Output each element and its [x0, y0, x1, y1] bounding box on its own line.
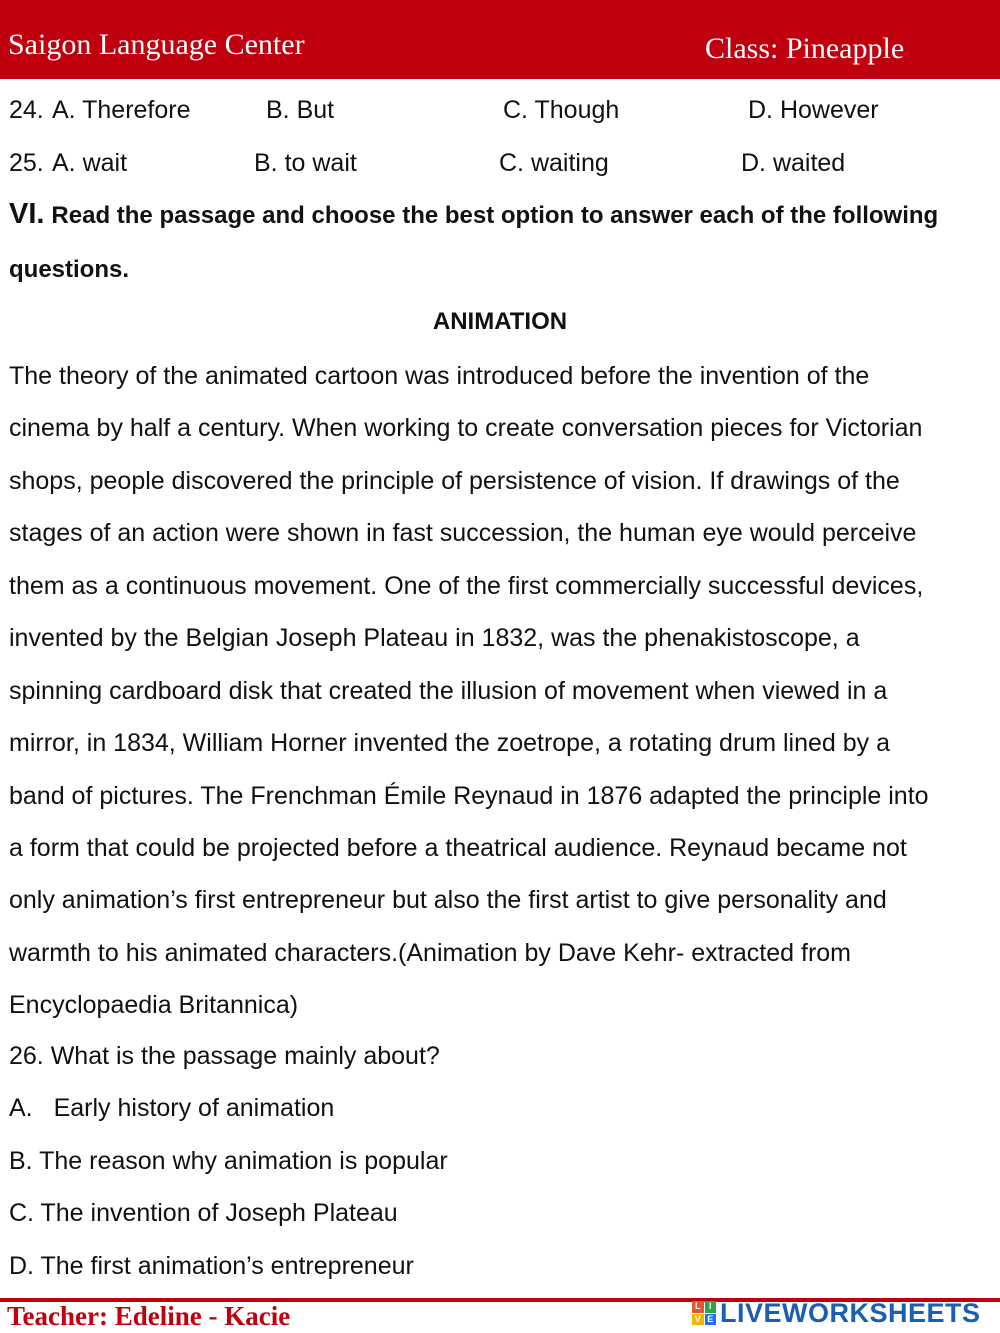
page-header [0, 0, 1000, 79]
question-number: 25. [9, 149, 44, 177]
passage-line: warmth to his animated characters.(Animation by Dave Kehr- extracted from [9, 938, 852, 967]
passage-line: band of pictures. The Frenchman Émile Reynaud in 1876 adapted the principle into [9, 781, 929, 810]
passage-line: Encyclopaedia Britannica) [9, 991, 299, 1020]
instruction-line-1: Read the passage and choose the best option to answer each of the following [51, 202, 939, 229]
option-a: A. Therefore [52, 96, 191, 124]
option-b: B. to wait [254, 149, 357, 177]
question-26-option-c[interactable]: C. The invention of Joseph Plateau [9, 1199, 398, 1227]
logo-mark-letter: L [692, 1301, 704, 1313]
teacher-name: Teacher: Edeline - Kacie [7, 1301, 291, 1331]
question-26-stem: 26. What is the passage mainly about? [9, 1042, 440, 1070]
passage-line: spinning cardboard disk that created the illusion of movement when viewed in a [9, 676, 888, 705]
passage-line: invented by the Belgian Joseph Plateau in 1832, was the phenakistoscope, a [9, 624, 860, 653]
passage-line: a form that could be projected before a theatrical audience. Reynaud became not [9, 833, 907, 862]
question-26-option-b[interactable]: B. The reason why animation is popular [9, 1147, 448, 1175]
liveworksheets-logo-icon [692, 1301, 716, 1325]
logo-mark-letter: E [705, 1314, 717, 1326]
option-d: D. However [748, 96, 879, 124]
logo-mark-letter: I [705, 1301, 717, 1313]
center-name: Saigon Language Center [8, 28, 305, 61]
passage-line: only animation’s first entrepreneur but also the first artist to give personality and [9, 886, 887, 915]
question-number: 24. [9, 96, 44, 124]
passage-line: cinema by half a century. When working to create conversation pieces for Victorian [9, 414, 923, 443]
option-c: C. Though [503, 96, 620, 124]
instruction-line-2: questions. [9, 256, 130, 283]
passage-title: ANIMATION [432, 308, 568, 335]
liveworksheets-logo [692, 1298, 981, 1328]
option-c: C. waiting [499, 149, 609, 177]
passage-line: shops, people discovered the principle of persistence of vision. If drawings of the [9, 466, 900, 495]
option-d: D. waited [741, 149, 846, 177]
passage-line: stages of an action were shown in fast succession, the human eye would perceive [9, 519, 917, 548]
logo-mark-letter: V [692, 1314, 704, 1326]
option-b: B. But [266, 96, 335, 124]
option-a: A. wait [52, 149, 128, 177]
section-roman-numeral: VI. [9, 198, 45, 230]
logo-text: LIVEWORKSHEETS [720, 1297, 981, 1328]
passage-line: them as a continuous movement. One of the first commercially successful devices, [9, 571, 924, 600]
section-instruction [9, 198, 938, 231]
option-text: Early history of animation [53, 1094, 335, 1122]
passage-line: mirror, in 1834, William Horner invented the zoetrope, a rotating drum lined by a [9, 729, 890, 758]
question-26-option-a[interactable] [9, 1094, 334, 1123]
question-26-option-d[interactable]: D. The first animation’s entrepreneur [9, 1252, 414, 1280]
passage-body [9, 350, 994, 1032]
option-letter: A. [9, 1094, 33, 1122]
passage-line: The theory of the animated cartoon was introduced before the invention of the [9, 362, 870, 390]
class-label: Class: Pineapple [705, 32, 905, 65]
